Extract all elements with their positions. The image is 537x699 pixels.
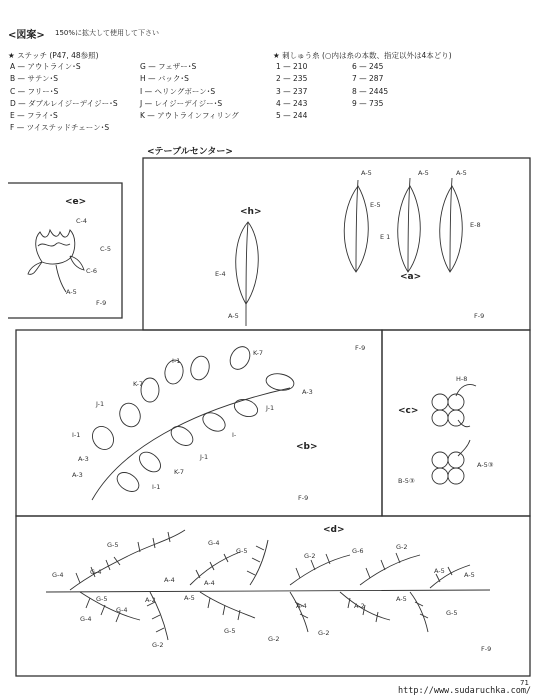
label-c: A-5③ <box>477 461 494 469</box>
label-d: G-5 <box>96 595 108 603</box>
motif-e <box>28 230 84 292</box>
stitch-item: G — フェザー･S <box>140 62 197 71</box>
centerpiece-title: <テーブルセンター> <box>147 147 233 157</box>
motif-b <box>88 343 295 500</box>
motif-h <box>236 222 259 326</box>
label-b: K-7 <box>253 349 264 357</box>
label-c: H-8 <box>456 375 468 383</box>
label-d: A-4 <box>164 576 175 584</box>
stitch-item: A — アウトライン･S <box>10 62 81 71</box>
label-b: I-1 <box>152 483 161 491</box>
section-h-title: <h> <box>240 207 262 217</box>
flower-e-center <box>38 243 70 246</box>
label-d: G-2 <box>268 635 280 643</box>
label-d: G-5 <box>107 541 119 549</box>
section-d-title: <d> <box>323 525 345 535</box>
label-e: F-9 <box>96 299 107 307</box>
label-d: F-9 <box>481 645 492 653</box>
label-d: G-5 <box>236 547 248 555</box>
stitch-item: C — フリー･S <box>10 86 59 96</box>
label-c: B-5③ <box>398 477 415 485</box>
stitch-legend-heading: ★ ステッチ (P47, 48参照) <box>8 51 99 60</box>
label-e: C-5 <box>100 245 112 253</box>
leaf-e-left <box>28 262 42 274</box>
label-d: A-5 <box>434 567 445 575</box>
label-d: G-6 <box>352 547 364 555</box>
panel-top-border <box>143 158 530 330</box>
label-d: A-5 <box>396 595 407 603</box>
stitch-item: B — サテン･S <box>10 74 59 84</box>
stitch-item: K — アウトラインフィリング <box>140 111 239 121</box>
label-b: I-1 <box>172 357 181 365</box>
label-d: A-5 <box>184 594 195 602</box>
thread-item: 8 — 2445 <box>352 86 389 96</box>
label-e: A-5 <box>66 288 77 296</box>
thread-item: 4 — 243 <box>276 98 308 108</box>
label-b: I-1 <box>72 431 81 439</box>
thread-legend-heading: ★ 刺しゅう糸 (○内は糸の本数、指定以外は4本どり) <box>273 51 452 60</box>
label-d: G-4 <box>52 571 64 579</box>
section-b-title: <b> <box>296 442 318 452</box>
label-b: I- <box>232 431 237 439</box>
label-b: K-7 <box>133 380 144 388</box>
label-b: J-1 <box>266 404 275 412</box>
label-e: C-6 <box>86 267 98 275</box>
thread-item: 6 — 245 <box>352 62 384 71</box>
stitch-item: F — ツイステッドチェーン･S <box>10 123 110 133</box>
label-a: A-5 <box>418 169 429 177</box>
label-d: A-5 <box>464 571 475 579</box>
label-a: A-5 <box>456 169 467 177</box>
label-b: F-9 <box>298 494 309 502</box>
fern-main-line <box>46 590 490 592</box>
section-c-title: <c> <box>398 406 419 416</box>
label-e: C-4 <box>76 217 88 225</box>
thread-item: 7 — 287 <box>352 74 384 84</box>
label-b: J-1 <box>96 400 105 408</box>
label-d: G-2 <box>304 552 316 560</box>
page-number: 71 <box>520 679 529 687</box>
thread-item: 9 — 735 <box>352 98 384 108</box>
label-h: A-5 <box>228 312 239 320</box>
label-b: A-3 <box>78 455 89 463</box>
stitch-item: J — レイジーデイジー･S <box>140 98 223 108</box>
watermark-url: http://www.sudaruchka.com/ <box>398 686 532 696</box>
thread-item: 1 — 210 <box>276 62 308 71</box>
panel-b-border <box>16 330 382 516</box>
label-d: G-5 <box>224 627 236 635</box>
motif-a <box>344 178 462 272</box>
label-d: G-4 <box>80 615 92 623</box>
label-b: F-9 <box>355 344 366 352</box>
stitch-item: D — ダブルレイジーデイジー･S <box>10 98 118 108</box>
panel-c-border <box>382 330 530 516</box>
leaf-e-right <box>70 256 84 270</box>
label-d: A-4 <box>204 579 215 587</box>
enlarge-note: 150%に拡大して使用して下さい <box>55 29 160 37</box>
label-d: A-2 <box>354 602 365 610</box>
thread-item: 2 — 235 <box>276 74 308 84</box>
label-d: G-2 <box>318 629 330 637</box>
label-b: J-1 <box>200 453 209 461</box>
label-d: G-4 <box>208 539 220 547</box>
label-b: A-3 <box>302 388 313 396</box>
label-a: E-5 <box>370 201 381 209</box>
stitch-item: E — フライ･S <box>10 111 58 121</box>
label-b: K-7 <box>174 468 185 476</box>
label-d: G-5 <box>446 609 458 617</box>
label-h: E-4 <box>215 270 226 278</box>
label-b: A-3 <box>72 471 83 479</box>
label-d: A-2 <box>145 596 156 604</box>
vein-h <box>246 222 248 326</box>
motif-c <box>432 384 476 484</box>
flower-e-petals <box>36 230 75 264</box>
label-d: G-2 <box>152 641 164 649</box>
stem-e <box>56 265 66 292</box>
stitch-item: H — バック･S <box>140 74 189 84</box>
label-a: E 1 <box>380 233 391 241</box>
label-a: A-5 <box>361 169 372 177</box>
label-d: G-4 <box>90 568 102 576</box>
label-a: F-9 <box>474 312 485 320</box>
label-a: E-8 <box>470 221 481 229</box>
thread-item: 3 — 237 <box>276 86 308 96</box>
section-e-title: <e> <box>65 197 87 207</box>
page-title: <図案> <box>8 30 45 41</box>
label-d: G-2 <box>396 543 408 551</box>
label-d: G-4 <box>116 606 128 614</box>
stitch-item: I — ヘリングボーン･S <box>140 86 216 96</box>
thread-item: 5 — 244 <box>276 111 308 121</box>
panel-d-border <box>16 516 530 676</box>
section-a-title: <a> <box>400 272 422 282</box>
label-d: A-4 <box>296 602 307 610</box>
